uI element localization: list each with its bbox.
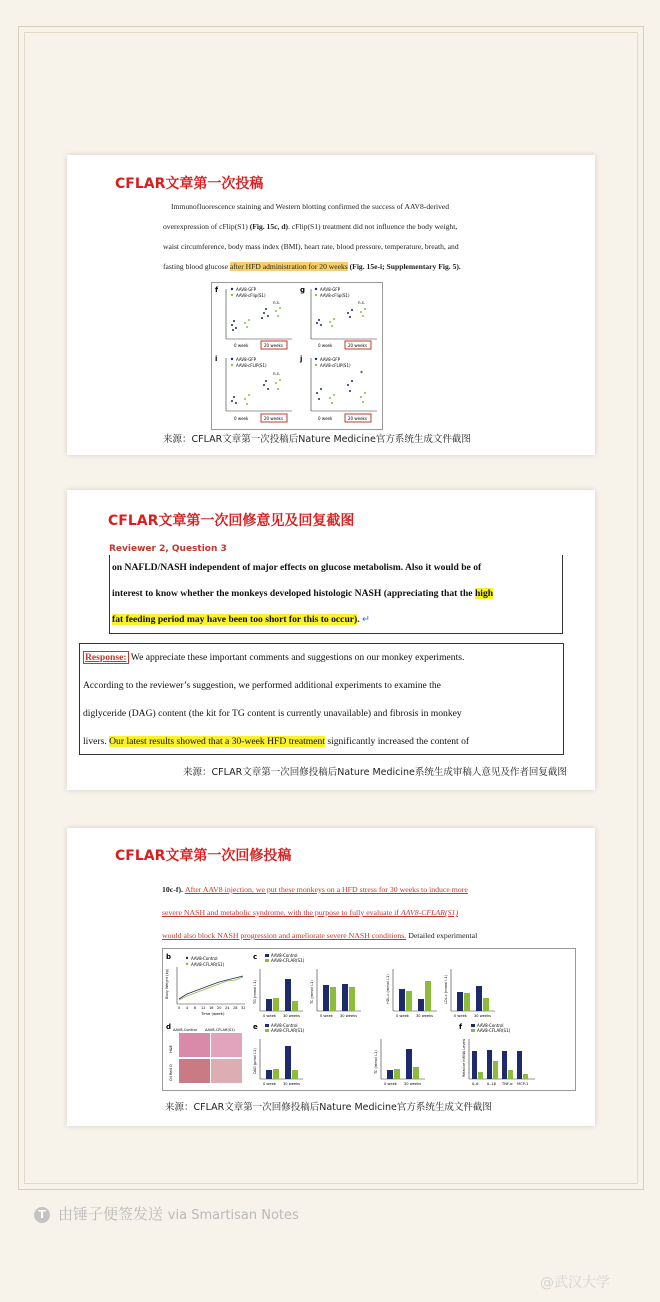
- question-line: interest to know whether the monkeys developed histologic NASH (appreciating that the: [112, 588, 475, 599]
- panel-e: [253, 1023, 425, 1086]
- source-caption: 来源：CFLAR文章第一次回修投稿后Nature Medicine系统生成审稿人意见及作者回复截图: [183, 767, 567, 778]
- figure-card3-svg: [163, 949, 575, 1090]
- legend-label: AAV8-GFP: [236, 357, 257, 362]
- card-title: CFLAR文章第一次回修意见及回复截图: [108, 513, 355, 529]
- panel-j: [299, 355, 377, 422]
- x-label: 20 weeks: [348, 343, 367, 348]
- x-label: 30 weeks: [404, 1082, 422, 1086]
- legend-label: AAV8-Control: [271, 1023, 298, 1028]
- card-title: CFLAR文章第一次回修投稿: [115, 848, 292, 864]
- x-label: 0 week: [263, 1082, 276, 1086]
- reviewer-label: Reviewer 2, Question 3: [109, 544, 227, 554]
- legend-label: AAV8-CFLAR(S1): [271, 958, 305, 963]
- text-line: Immunofluorescence staining and Western blotting confirmed the success of AAV8-derived: [171, 202, 450, 211]
- tick-label: 12: [201, 1006, 206, 1010]
- tick-label: 20: [217, 1006, 222, 1010]
- weibo-watermark: @武汉大学: [540, 1275, 610, 1291]
- text-line: . cFlip(S1) treatment did not influence the body weight,: [288, 222, 458, 231]
- tick-label: 28: [233, 1006, 238, 1010]
- row-label: Oil Red O: [169, 1064, 173, 1081]
- response-line: We appreciate these important comments and suggestions on our monkey experiments.: [128, 652, 465, 663]
- highlight-text: after HFD administration for 20 weeks: [229, 262, 348, 271]
- red-text: After AAV8 injection, we put these monkeys on a HFD stress for 30 weeks to induce more: [184, 885, 468, 894]
- legend-label: AAV8-Control: [271, 953, 298, 958]
- ns-label: n.s.: [273, 371, 281, 376]
- legend-label: AAV8-CFLAR(S1): [271, 1028, 305, 1033]
- text-line: waist circumference, body mass index (BMI), heart rate, blood pressure, temperature, breath, and: [163, 242, 459, 251]
- paragraph: [163, 197, 461, 277]
- panel-c: [253, 953, 495, 1018]
- panel-f: [215, 286, 292, 349]
- x-label: 0 week: [454, 1014, 467, 1018]
- legend-label: AAV8-GFP: [320, 287, 341, 292]
- fig-ref: (Fig. 15c, d): [249, 222, 289, 231]
- question-line: on NAFLD/NASH independent of major effects on glucose metabolism. Also it would be of: [112, 562, 482, 573]
- panel-d: [166, 1023, 242, 1083]
- question-line: .: [357, 614, 360, 625]
- tick-label: 4: [186, 1006, 189, 1010]
- legend-label: AAV8-cFlip(S1): [320, 293, 350, 298]
- x-axis-label: Time (week): [201, 1011, 225, 1016]
- x-label: 0 week: [234, 343, 249, 348]
- x-label: 20 weeks: [264, 416, 283, 421]
- x-label: 0 week: [320, 1014, 333, 1018]
- y-axis-label: LDL-c (mmol l-1): [444, 974, 448, 1004]
- red-text: would also block NASH progression and ameliorate severe NASH conditions.: [162, 931, 407, 940]
- x-label: 20 weeks: [264, 343, 283, 348]
- response-line: diglyceride (DAG) content (the kit for TG content is currently unavailable) and fibrosis in monkey: [83, 708, 462, 719]
- legend-label: AAV8-Control: [477, 1023, 504, 1028]
- tick-label: 16: [209, 1006, 214, 1010]
- x-label: 30 weeks: [283, 1082, 301, 1086]
- x-label: 0 week: [234, 416, 249, 421]
- card-first-submission: [67, 155, 595, 455]
- highlight-text: fat feeding period may have been too short for this to occur): [112, 614, 358, 625]
- ns-label: *: [360, 370, 363, 377]
- tick-label: 0: [178, 1006, 181, 1010]
- highlight-text: Our latest results showed that a 30-week HFD treatment: [109, 736, 325, 747]
- legend-label: AAV8-cFlip(S1): [236, 293, 266, 298]
- smartisan-footer: [34, 1203, 299, 1224]
- panel-letter: i: [215, 355, 218, 363]
- red-text: severe NASH and metabolic syndrome, with the purpose to fully evaluate if: [162, 908, 401, 917]
- footer-via: via Smartisan Notes: [167, 1208, 299, 1223]
- panel-letter: e: [253, 1023, 258, 1031]
- legend-label: AAV8-cFLIP(S1): [236, 363, 267, 368]
- panel-letter: g: [300, 286, 306, 294]
- ns-label: n.s.: [358, 300, 366, 305]
- smartisan-t-icon: T: [34, 1207, 50, 1223]
- tick-label: 8: [194, 1006, 197, 1010]
- y-axis-label: Body Weight (kg): [165, 968, 169, 999]
- response-line: According to the reviewer’s suggestion, we performed additional experiments to examine the: [83, 680, 441, 691]
- footer-text: 由锤子便签发送: [58, 1205, 164, 1223]
- panel-g: [300, 286, 377, 349]
- card-first-revision-submission: [67, 828, 595, 1126]
- panel-letter: f: [215, 286, 219, 294]
- panel-letter: b: [166, 953, 172, 961]
- figure-card1: [211, 282, 383, 430]
- y-axis-label: Relative mRNA Levels: [462, 1038, 466, 1077]
- y-axis-label: TC (mmol l-1): [374, 1050, 378, 1074]
- card-first-revision-comments: [67, 490, 595, 790]
- y-axis-label: HDL-c (mmol l-1): [386, 974, 390, 1004]
- x-label: 0 week: [318, 416, 333, 421]
- panel-letter: c: [253, 953, 258, 961]
- legend-label: AAV8-GFP: [236, 287, 257, 292]
- y-axis-label: DAG (µmol l-1): [253, 1048, 257, 1074]
- source-caption: 来源：CFLAR文章第一次回修投稿后Nature Medicine官方系统生成文件截图: [165, 1102, 492, 1113]
- row-label: H&E: [169, 1045, 173, 1053]
- x-label: 30 weeks: [416, 1014, 434, 1018]
- fig-ref: (Fig. 15e-i; Supplementary Fig. 5).: [347, 262, 461, 271]
- x-label: 0 week: [318, 343, 333, 348]
- response-line: significantly increased the content of: [324, 736, 470, 747]
- question-box: [109, 555, 563, 634]
- x-label: 0 week: [263, 1014, 276, 1018]
- panel-letter: f: [459, 1023, 463, 1031]
- legend-label: AAV8-GFP: [320, 357, 341, 362]
- column-label: AAV8-Control: [173, 1028, 197, 1032]
- fig-ref: 10c-f).: [162, 885, 185, 894]
- legend-label: AAV8-CFLAR(S1): [477, 1028, 511, 1033]
- y-axis-label: TC (mmol l-1): [310, 980, 314, 1004]
- gene-label: IL-1β: [487, 1082, 496, 1086]
- x-label: 0 week: [396, 1014, 409, 1018]
- text-line: Detailed experimental: [406, 931, 478, 940]
- paragraph-mark: ↵: [362, 614, 371, 625]
- gene-label: MCP-1: [517, 1082, 529, 1086]
- source-caption: 来源：CFLAR文章第一次投稿后Nature Medicine官方系统生成文件截图: [163, 434, 471, 445]
- x-label: 30 weeks: [283, 1014, 301, 1018]
- legend-label: AAV8-Control: [191, 956, 218, 961]
- x-label: 30 weeks: [474, 1014, 492, 1018]
- text-line: overexpression of cFlip(S1): [163, 222, 250, 231]
- paragraph: [162, 878, 477, 947]
- gene-label: TNF-α: [502, 1082, 513, 1086]
- panel-letter: j: [300, 355, 303, 363]
- legend-label: AAV8-cFLIP(S1): [320, 363, 351, 368]
- panel-f: [459, 1023, 535, 1086]
- response-label: Response:: [85, 652, 127, 663]
- figure-card1-svg: [212, 283, 382, 429]
- x-label: 20 weeks: [348, 416, 367, 421]
- response-line: livers.: [83, 736, 110, 747]
- tick-label: 32: [241, 1006, 246, 1010]
- gene-label: IL-6: [472, 1082, 479, 1086]
- panel-b: [165, 953, 245, 1016]
- text-line: fasting blood glucose: [163, 262, 230, 271]
- column-label: AAV8-CFLAR(S1): [205, 1028, 235, 1032]
- red-text: AAV8-CFLAR(S1): [400, 908, 459, 917]
- response-box: [79, 643, 564, 755]
- tick-label: 24: [225, 1006, 230, 1010]
- card-title: CFLAR文章第一次投稿: [115, 176, 264, 192]
- y-axis-label: TG (mmol l-1): [253, 979, 257, 1004]
- x-label: 30 weeks: [340, 1014, 358, 1018]
- ns-label: n.s.: [273, 300, 281, 305]
- figure-card3: [162, 948, 576, 1091]
- legend-label: AAV8-CFLAR(S1): [191, 962, 225, 967]
- highlight-text: high: [474, 588, 494, 599]
- x-label: 0 week: [384, 1082, 397, 1086]
- panel-letter: d: [166, 1023, 172, 1031]
- panel-i: [215, 355, 292, 422]
